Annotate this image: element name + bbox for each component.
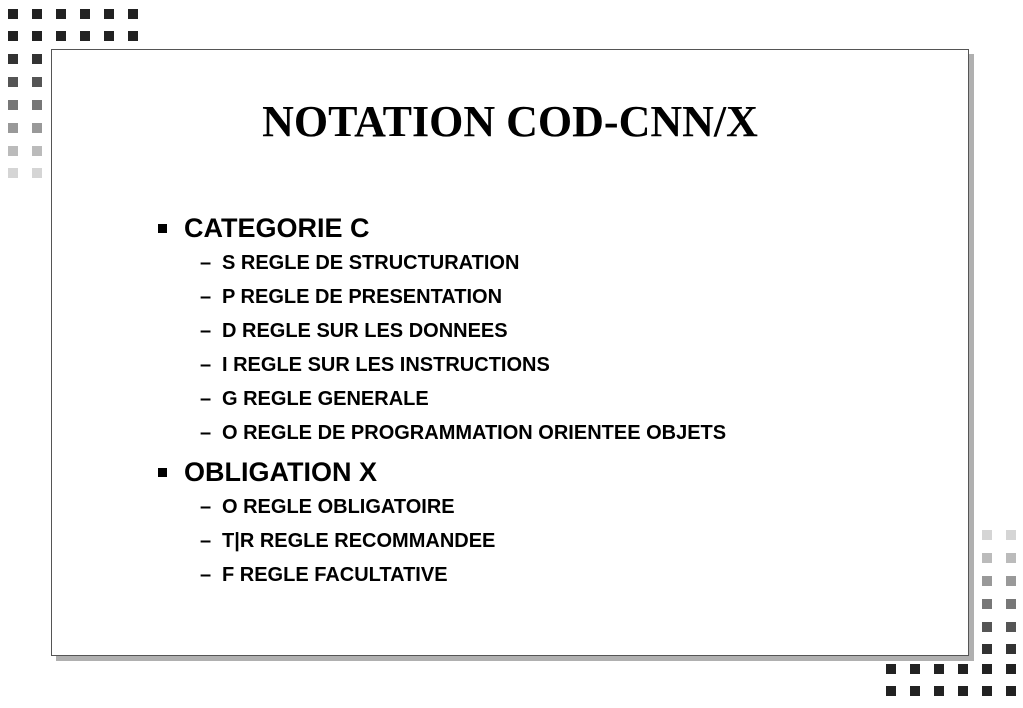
- decorative-square: [128, 31, 138, 41]
- decorative-square: [982, 530, 992, 540]
- dash-icon: –: [200, 285, 212, 308]
- decorative-square: [1006, 664, 1016, 674]
- decorative-square: [1006, 686, 1016, 696]
- decorative-square: [8, 146, 18, 156]
- dash-icon: –: [200, 563, 212, 586]
- decorative-square: [1006, 530, 1016, 540]
- decorative-square: [982, 644, 992, 654]
- list-item-text: T|R REGLE RECOMMANDEE: [222, 529, 496, 552]
- list-item-text: D REGLE SUR LES DONNEES: [222, 319, 508, 342]
- decorative-square: [80, 31, 90, 41]
- list-item-text: G REGLE GENERALE: [222, 387, 429, 410]
- decorative-square: [8, 123, 18, 133]
- decorative-square: [32, 31, 42, 41]
- decorative-square: [1006, 599, 1016, 609]
- decorative-square: [32, 168, 42, 178]
- section-categorie: [156, 210, 936, 450]
- decorative-square: [982, 686, 992, 696]
- list-item-text: F REGLE FACULTATIVE: [222, 563, 448, 586]
- dash-icon: –: [200, 421, 212, 444]
- decorative-square: [8, 54, 18, 64]
- section-heading-text: CATEGORIE C: [184, 212, 370, 243]
- decorative-square: [8, 168, 18, 178]
- decorative-square: [958, 686, 968, 696]
- decorative-square: [1006, 622, 1016, 632]
- list-item: [156, 416, 936, 450]
- decorative-square: [128, 9, 138, 19]
- decorative-square: [104, 31, 114, 41]
- square-bullet-icon: [158, 468, 167, 477]
- list-item: [156, 382, 936, 416]
- decorative-square: [982, 553, 992, 563]
- decorative-square: [32, 123, 42, 133]
- dash-icon: –: [200, 495, 212, 518]
- slide-panel: [51, 49, 969, 656]
- section-obligation: [156, 454, 936, 592]
- slide-title: NOTATION COD-CNN/X: [262, 97, 758, 146]
- decorative-square: [982, 599, 992, 609]
- decorative-square: [1006, 553, 1016, 563]
- decorative-square: [934, 664, 944, 674]
- dash-icon: –: [200, 387, 212, 410]
- dash-icon: –: [200, 353, 212, 376]
- decorative-square: [32, 100, 42, 110]
- decorative-square: [886, 664, 896, 674]
- dash-icon: –: [200, 529, 212, 552]
- list-item-text: O REGLE DE PROGRAMMATION ORIENTEE OBJETS: [222, 421, 727, 444]
- decorative-square: [80, 9, 90, 19]
- decorative-square: [8, 31, 18, 41]
- decorative-square: [56, 31, 66, 41]
- list-item: [156, 558, 936, 592]
- decorative-square: [32, 77, 42, 87]
- slide-content: [156, 210, 936, 592]
- decorative-square: [8, 100, 18, 110]
- list-item-text: O REGLE OBLIGATOIRE: [222, 495, 455, 518]
- list-item-text: S REGLE DE STRUCTURATION: [222, 251, 520, 274]
- decorative-square: [56, 9, 66, 19]
- section-heading-text: OBLIGATION X: [184, 456, 377, 487]
- decorative-square: [910, 686, 920, 696]
- decorative-square: [104, 9, 114, 19]
- section-heading: [156, 210, 936, 246]
- decorative-square: [8, 77, 18, 87]
- decorative-square: [1006, 644, 1016, 654]
- list-item: [156, 524, 936, 558]
- decorative-square: [910, 664, 920, 674]
- decorative-square: [32, 9, 42, 19]
- dash-icon: –: [200, 319, 212, 342]
- decorative-square: [8, 9, 18, 19]
- list-item: [156, 348, 936, 382]
- list-item-text: P REGLE DE PRESENTATION: [222, 285, 503, 308]
- list-item: [156, 490, 936, 524]
- square-bullet-icon: [158, 224, 167, 233]
- list-item: [156, 246, 936, 280]
- dash-icon: –: [200, 251, 212, 274]
- decorative-square: [934, 686, 944, 696]
- decorative-square: [32, 146, 42, 156]
- decorative-square: [886, 686, 896, 696]
- decorative-square: [982, 664, 992, 674]
- list-item: [156, 280, 936, 314]
- decorative-square: [982, 576, 992, 586]
- decorative-square: [958, 664, 968, 674]
- decorative-square: [32, 54, 42, 64]
- list-item: [156, 314, 936, 348]
- section-heading: [156, 454, 936, 490]
- decorative-square: [982, 622, 992, 632]
- list-item-text: I REGLE SUR LES INSTRUCTIONS: [222, 353, 550, 376]
- decorative-square: [1006, 576, 1016, 586]
